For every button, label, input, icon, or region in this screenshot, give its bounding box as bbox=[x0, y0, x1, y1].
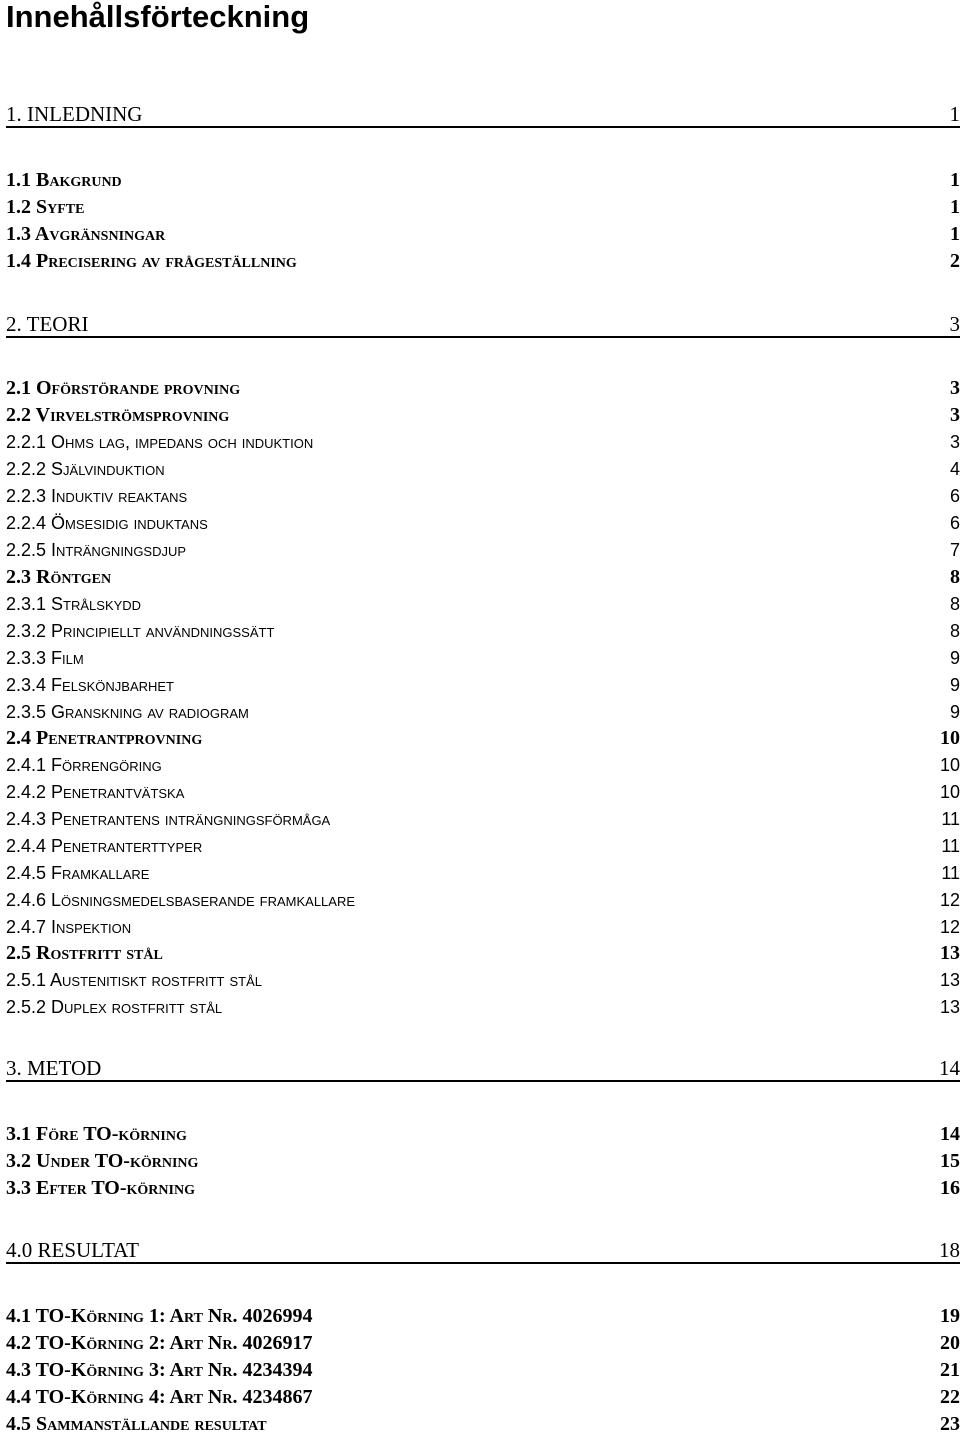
toc-page-number: 1 bbox=[950, 167, 960, 193]
toc-page-number: 1 bbox=[950, 221, 960, 247]
toc-section-entry[interactable] bbox=[6, 402, 960, 428]
toc-page-number: 16 bbox=[940, 1175, 960, 1201]
toc-section-entry[interactable] bbox=[6, 248, 960, 274]
toc-page-number: 7 bbox=[950, 537, 960, 563]
toc-section-entry[interactable] bbox=[6, 221, 960, 247]
toc-section-entry[interactable] bbox=[6, 1357, 960, 1383]
toc-entry-label: 3.3 Efter TO-körning bbox=[6, 1175, 195, 1201]
toc-page-number: 23 bbox=[940, 1411, 960, 1437]
toc-chapter-entry[interactable] bbox=[6, 1237, 960, 1264]
toc-page-number: 1 bbox=[950, 194, 960, 220]
toc-page-number: 8 bbox=[950, 618, 960, 644]
toc-entry-label: 2.2.1 Ohms lag, impedans och induktion bbox=[6, 429, 313, 455]
toc-page-number: 12 bbox=[940, 887, 960, 913]
toc-page-number: 10 bbox=[940, 752, 960, 778]
toc-entry-label: 2.4.5 Framkallare bbox=[6, 860, 149, 886]
toc-page-number: 21 bbox=[940, 1357, 960, 1383]
toc-section-entry[interactable] bbox=[6, 1411, 960, 1437]
toc-page-number: 13 bbox=[940, 994, 960, 1020]
toc-page-number: 3 bbox=[950, 311, 960, 338]
toc-section-entry[interactable] bbox=[6, 940, 960, 966]
toc-page-number: 11 bbox=[941, 833, 960, 859]
toc-page-number: 15 bbox=[940, 1148, 960, 1174]
toc-page-number: 2 bbox=[950, 248, 960, 274]
toc-page-number: 10 bbox=[940, 725, 960, 751]
toc-section-entry[interactable] bbox=[6, 725, 960, 751]
toc-entry-label: 2.3.4 Felskönjbarhet bbox=[6, 672, 174, 698]
toc-page-number: 18 bbox=[939, 1237, 960, 1264]
toc-entry-label: 2.2.2 Självinduktion bbox=[6, 456, 165, 482]
toc-entry-label: 3.2 Under TO-körning bbox=[6, 1148, 198, 1174]
toc-page-number: 14 bbox=[940, 1121, 960, 1147]
toc-entry-label: 4.5 Sammanställande resultat bbox=[6, 1411, 267, 1437]
toc-page-number: 9 bbox=[950, 699, 960, 725]
toc-entry-label: 2.4.3 Penetrantens inträngningsförmåga bbox=[6, 806, 330, 832]
toc-entry-label: 2.3.1 Strålskydd bbox=[6, 591, 141, 617]
toc-entry-label: 1.4 Precisering av frågeställning bbox=[6, 248, 297, 274]
toc-entry-label: 2.4.4 Penetranterttyper bbox=[6, 833, 202, 859]
toc-page-number: 6 bbox=[950, 483, 960, 509]
toc-subsection-entry[interactable] bbox=[6, 537, 960, 563]
toc-entry-label: 3.1 Före TO-körning bbox=[6, 1121, 187, 1147]
toc-entry-label: 1.3 Avgränsningar bbox=[6, 221, 165, 247]
toc-entry-label: 4.4 TO-Körning 4: Art Nr. 4234867 bbox=[6, 1384, 312, 1410]
toc-page-number: 19 bbox=[940, 1303, 960, 1329]
toc-entry-label: 4.1 TO-Körning 1: Art Nr. 4026994 bbox=[6, 1303, 312, 1329]
toc-section-entry[interactable] bbox=[6, 1384, 960, 1410]
toc-subsection-entry[interactable] bbox=[6, 672, 960, 698]
toc-entry-label: 2.5 Rostfritt stål bbox=[6, 940, 163, 966]
toc-entry-label: 2.3 Röntgen bbox=[6, 564, 111, 590]
toc-page-number: 13 bbox=[940, 967, 960, 993]
toc-page-number: 8 bbox=[950, 591, 960, 617]
toc-subsection-entry[interactable] bbox=[6, 967, 960, 993]
toc-entry-label: 2. TEORI bbox=[6, 311, 88, 338]
toc-chapter-entry[interactable] bbox=[6, 101, 960, 128]
toc-section-entry[interactable] bbox=[6, 1175, 960, 1201]
toc-subsection-entry[interactable] bbox=[6, 833, 960, 859]
toc-subsection-entry[interactable] bbox=[6, 483, 960, 509]
toc-subsection-entry[interactable] bbox=[6, 779, 960, 805]
toc-section-entry[interactable] bbox=[6, 1121, 960, 1147]
toc-section-entry[interactable] bbox=[6, 375, 960, 401]
toc-page-number: 3 bbox=[950, 429, 960, 455]
toc-entry-label: 1.2 Syfte bbox=[6, 194, 84, 220]
toc-subsection-entry[interactable] bbox=[6, 752, 960, 778]
toc-entry-label: 2.4.7 Inspektion bbox=[6, 914, 131, 940]
toc-subsection-entry[interactable] bbox=[6, 860, 960, 886]
toc-page-number: 9 bbox=[950, 672, 960, 698]
toc-chapter-entry[interactable] bbox=[6, 1055, 960, 1082]
toc-subsection-entry[interactable] bbox=[6, 699, 960, 725]
toc-subsection-entry[interactable] bbox=[6, 887, 960, 913]
toc-entry-label: 1. INLEDNING bbox=[6, 101, 142, 128]
toc-subsection-entry[interactable] bbox=[6, 914, 960, 940]
toc-page-number: 10 bbox=[940, 779, 960, 805]
toc-entry-label: 2.2.5 Inträngningsdjup bbox=[6, 537, 186, 563]
toc-page-number: 12 bbox=[940, 914, 960, 940]
toc-entry-label: 4.3 TO-Körning 3: Art Nr. 4234394 bbox=[6, 1357, 312, 1383]
toc-page-number: 14 bbox=[939, 1055, 960, 1082]
toc-subsection-entry[interactable] bbox=[6, 591, 960, 617]
toc-page-number: 6 bbox=[950, 510, 960, 536]
toc-entry-label: 1.1 Bakgrund bbox=[6, 167, 122, 193]
toc-subsection-entry[interactable] bbox=[6, 645, 960, 671]
toc-section-entry[interactable] bbox=[6, 564, 960, 590]
toc-entry-label: 2.3.5 Granskning av radiogram bbox=[6, 699, 249, 725]
toc-entry-label: 2.5.1 Austenitiskt rostfritt stål bbox=[6, 967, 262, 993]
toc-page-number: 4 bbox=[950, 456, 960, 482]
toc-page-number: 9 bbox=[950, 645, 960, 671]
toc-subsection-entry[interactable] bbox=[6, 456, 960, 482]
toc-page-number: 11 bbox=[941, 860, 960, 886]
toc-subsection-entry[interactable] bbox=[6, 429, 960, 455]
toc-entry-label: 2.3.2 Principiellt användningssätt bbox=[6, 618, 274, 644]
toc-entry-label: 2.2.3 Induktiv reaktans bbox=[6, 483, 187, 509]
toc-entry-label: 2.5.2 Duplex rostfritt stål bbox=[6, 994, 222, 1020]
toc-page-number: 11 bbox=[941, 806, 960, 832]
toc-page-number: 3 bbox=[950, 402, 960, 428]
toc-entry-label: 4.0 RESULTAT bbox=[6, 1237, 139, 1264]
toc-page-number: 3 bbox=[950, 375, 960, 401]
toc-entry-label: 2.2.4 Ömsesidig induktans bbox=[6, 510, 208, 536]
toc-subsection-entry[interactable] bbox=[6, 510, 960, 536]
toc-section-entry[interactable] bbox=[6, 1330, 960, 1356]
toc-subsection-entry[interactable] bbox=[6, 806, 960, 832]
toc-entry-label: 3. METOD bbox=[6, 1055, 101, 1082]
toc-entry-label: 4.2 TO-Körning 2: Art Nr. 4026917 bbox=[6, 1330, 312, 1356]
toc-section-entry[interactable] bbox=[6, 1303, 960, 1329]
toc-subsection-entry[interactable] bbox=[6, 618, 960, 644]
toc-subsection-entry[interactable] bbox=[6, 994, 960, 1020]
toc-page-number: 13 bbox=[940, 940, 960, 966]
toc-page-number: 20 bbox=[940, 1330, 960, 1356]
toc-entry-label: 2.1 Oförstörande provning bbox=[6, 375, 240, 401]
toc-page-number: 1 bbox=[950, 101, 960, 128]
toc-title: Innehållsförteckning bbox=[6, 0, 309, 34]
toc-section-entry[interactable] bbox=[6, 1148, 960, 1174]
toc-entry-label: 2.4.2 Penetrantvätska bbox=[6, 779, 184, 805]
toc-section-entry[interactable] bbox=[6, 194, 960, 220]
toc-page-number: 8 bbox=[950, 564, 960, 590]
toc-section-entry[interactable] bbox=[6, 167, 960, 193]
toc-entry-label: 2.3.3 Film bbox=[6, 645, 84, 671]
toc-chapter-entry[interactable] bbox=[6, 311, 960, 338]
toc-entry-label: 2.4 Penetrantprovning bbox=[6, 725, 202, 751]
toc-page-number: 22 bbox=[940, 1384, 960, 1410]
toc-entry-label: 2.2 Virvelströmsprovning bbox=[6, 402, 229, 428]
toc-entry-label: 2.4.6 Lösningsmedelsbaserande framkallare bbox=[6, 887, 355, 913]
toc-entry-label: 2.4.1 Förrengöring bbox=[6, 752, 162, 778]
